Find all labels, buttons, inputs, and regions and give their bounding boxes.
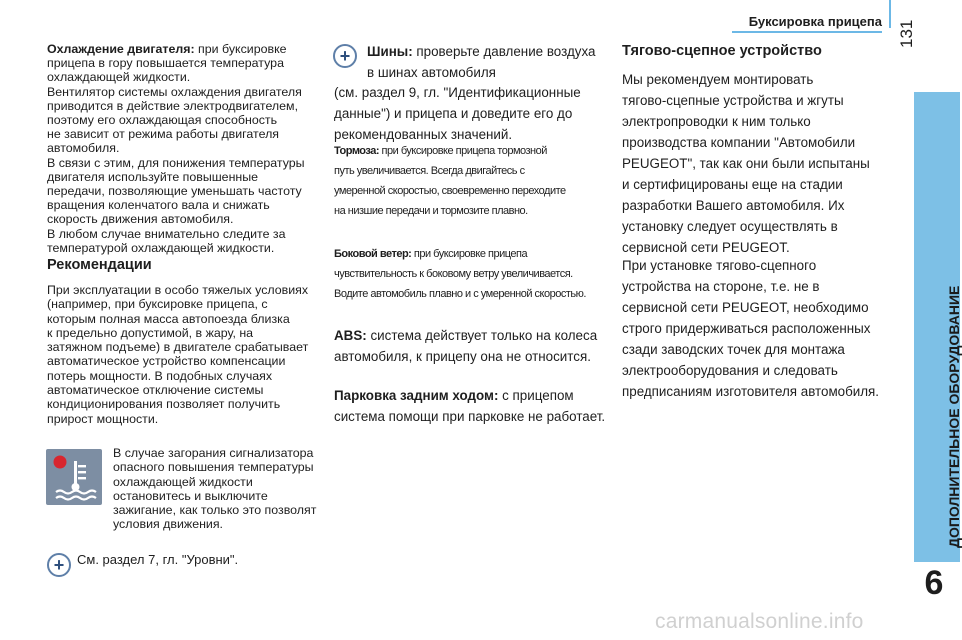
text-line: Вентилятор системы охлаждения двигателя <box>47 84 302 99</box>
text-line: Водите автомобиль плавно и с умеренной скоростью. <box>334 288 586 300</box>
text-line: тягово-сцепные устройства и жгуты <box>622 93 844 108</box>
coolant-temperature-warning-icon <box>46 449 102 505</box>
text-line: прицепа в гору повышается температура <box>47 56 284 71</box>
text-line: сервисной сети PEUGEOT, необходимо <box>622 300 869 315</box>
text-line: система помощи при парковке не работает. <box>334 409 606 424</box>
engine-cooling-lead: при буксировке <box>194 42 287 56</box>
text-line: разработки Вашего автомобиля. Их <box>622 198 845 213</box>
text-line: Мы рекомендуем монтировать <box>622 72 814 87</box>
text-line: данные") и прицепа и доведите его до <box>334 106 573 121</box>
text-line: условия движения. <box>113 517 223 532</box>
text-line: В связи с этим, для понижения температуры <box>47 155 305 170</box>
text-line: остановитесь и выключите <box>113 488 268 503</box>
tyres-lead <box>367 41 607 83</box>
text-line: не зависит от режима работы двигателя <box>47 127 280 142</box>
brakes-section <box>334 141 614 221</box>
text-line: скорость движения автомобиля. <box>47 212 234 227</box>
text-line: автомобиля. <box>47 141 120 156</box>
chapter-title: ДОПОЛНИТЕЛЬНОЕ ОБОРУДОВАНИЕ <box>946 285 962 548</box>
page-header-title: Буксировка прицепа <box>748 14 882 29</box>
chapter-number: 6 <box>924 564 944 602</box>
reverse-parking-section <box>334 385 619 427</box>
text-line: установку следует осуществлять в <box>622 219 838 234</box>
see-also-text: См. раздел 7, гл. "Уровни". <box>77 552 239 567</box>
text-line: при буксировке прицепа тормозной <box>379 145 547 157</box>
text-line: прирост мощности. <box>47 411 159 426</box>
page-number: 131 <box>897 19 916 48</box>
text-line: предписаниям изготовителя автомобиля. <box>622 384 880 399</box>
text-line: опасного повышения температуры <box>113 460 314 475</box>
text-line: сервисной сети PEUGEOT. <box>622 240 790 255</box>
text-line: электрооборудования и следовать <box>622 363 838 378</box>
crosswind-title: Боковой ветер: <box>334 248 412 260</box>
text-line: кондиционирования позволяет получить <box>47 397 281 412</box>
text-line: строго придерживаться расположенных <box>622 321 871 336</box>
text-line: В любом случае внимательно следите за <box>47 226 286 241</box>
text-line: двигателя используйте повышенные <box>47 169 259 184</box>
text-line: охлаждающей жидкости <box>113 474 253 489</box>
text-line: автоматическое устройство компенсации <box>47 354 286 369</box>
text-line: система действует только на колеса <box>366 328 598 343</box>
crosswind-section <box>334 244 614 304</box>
text-line: температурой охлаждающей жидкости. <box>47 240 275 255</box>
chapter-side-tab <box>914 92 960 562</box>
header-rule <box>732 31 882 33</box>
text-line: чувствительность к боковому ветру увеличивается. <box>334 268 573 280</box>
text-line: в шинах автомобиля <box>367 65 496 80</box>
text-line: охлаждающей жидкости. <box>47 70 191 85</box>
recommendations-section <box>47 283 332 426</box>
text-line: и сертифицированы еще на стадии <box>622 177 843 192</box>
reverse-parking-title: Парковка задним ходом: <box>334 388 499 403</box>
text-line: затяжном подъеме) в двигателе срабатывает <box>47 340 309 355</box>
abs-section <box>334 325 614 367</box>
abs-title: ABS: <box>334 328 367 343</box>
text-line: передачи, позволяющие уменьшать частоту <box>47 184 302 199</box>
text-line: на низшие передачи и тормозите плавно. <box>334 205 528 217</box>
text-line: При эксплуатации в особо тяжелых условиях <box>47 283 309 297</box>
header-divider <box>889 0 891 28</box>
text-line: устройства на стороне, т.е. не в <box>622 279 820 294</box>
text-line: рекомендованных значений. <box>334 127 513 142</box>
plus-info-icon: + <box>333 44 357 68</box>
text-line: к предельно допустимой, в жару, на <box>47 325 254 340</box>
recommendations-title: Рекомендации <box>47 257 152 273</box>
text-line: при буксировке прицепа <box>411 248 528 260</box>
text-line: (см. раздел 9, гл. "Идентификационные <box>334 85 581 100</box>
watermark: carmanualsonline.info <box>655 610 864 633</box>
text-line: При установке тягово-сцепного <box>622 258 817 273</box>
towbar-paragraph-1 <box>622 69 892 258</box>
text-line: которым полная масса автопоезда близка <box>47 311 290 326</box>
tyres-section <box>334 82 604 145</box>
text-line: путь увеличивается. Всегда двигайтесь с <box>334 165 525 177</box>
text-line: вращения коленчатого вала и снижать <box>47 198 270 213</box>
towbar-paragraph-2 <box>622 255 902 402</box>
text-line: автоматическое отключение системы <box>47 383 264 398</box>
plus-info-icon: + <box>47 553 71 577</box>
text-line: потерь мощности. В подобных случаях <box>47 368 273 383</box>
overheat-note <box>113 446 323 532</box>
text-line: электропроводки к ним только <box>622 114 811 129</box>
text-line: В случае загорания сигнализатора <box>113 446 314 460</box>
text-line: умеренной скоростью, своевременно переходите <box>334 185 566 197</box>
text-line: зажигание, как только это позволят <box>113 503 317 518</box>
text-line: сзади заводских точек для монтажа <box>622 342 845 357</box>
engine-cooling-title: Охлаждение двигателя: <box>47 42 195 56</box>
text-line: автомобиля, к прицепу она не относится. <box>334 349 591 364</box>
text-line: производства компании "Автомобили <box>622 135 856 150</box>
engine-cooling-section <box>47 42 327 255</box>
text-line: проверьте давление воздуха <box>412 44 596 59</box>
text-line: PEUGEOT", так как они были испытаны <box>622 156 870 171</box>
brakes-title: Тормоза: <box>334 145 379 157</box>
text-line: поэтому его охлаждающая способность <box>47 113 278 128</box>
text-line: приводится в действие электродвигателем, <box>47 98 299 113</box>
towbar-title: Тягово-сцепное устройство <box>622 43 822 59</box>
text-line: (например, при буксировке прицепа, с <box>47 297 268 312</box>
tyres-title: Шины: <box>367 44 413 59</box>
text-line: с прицепом <box>498 388 574 403</box>
